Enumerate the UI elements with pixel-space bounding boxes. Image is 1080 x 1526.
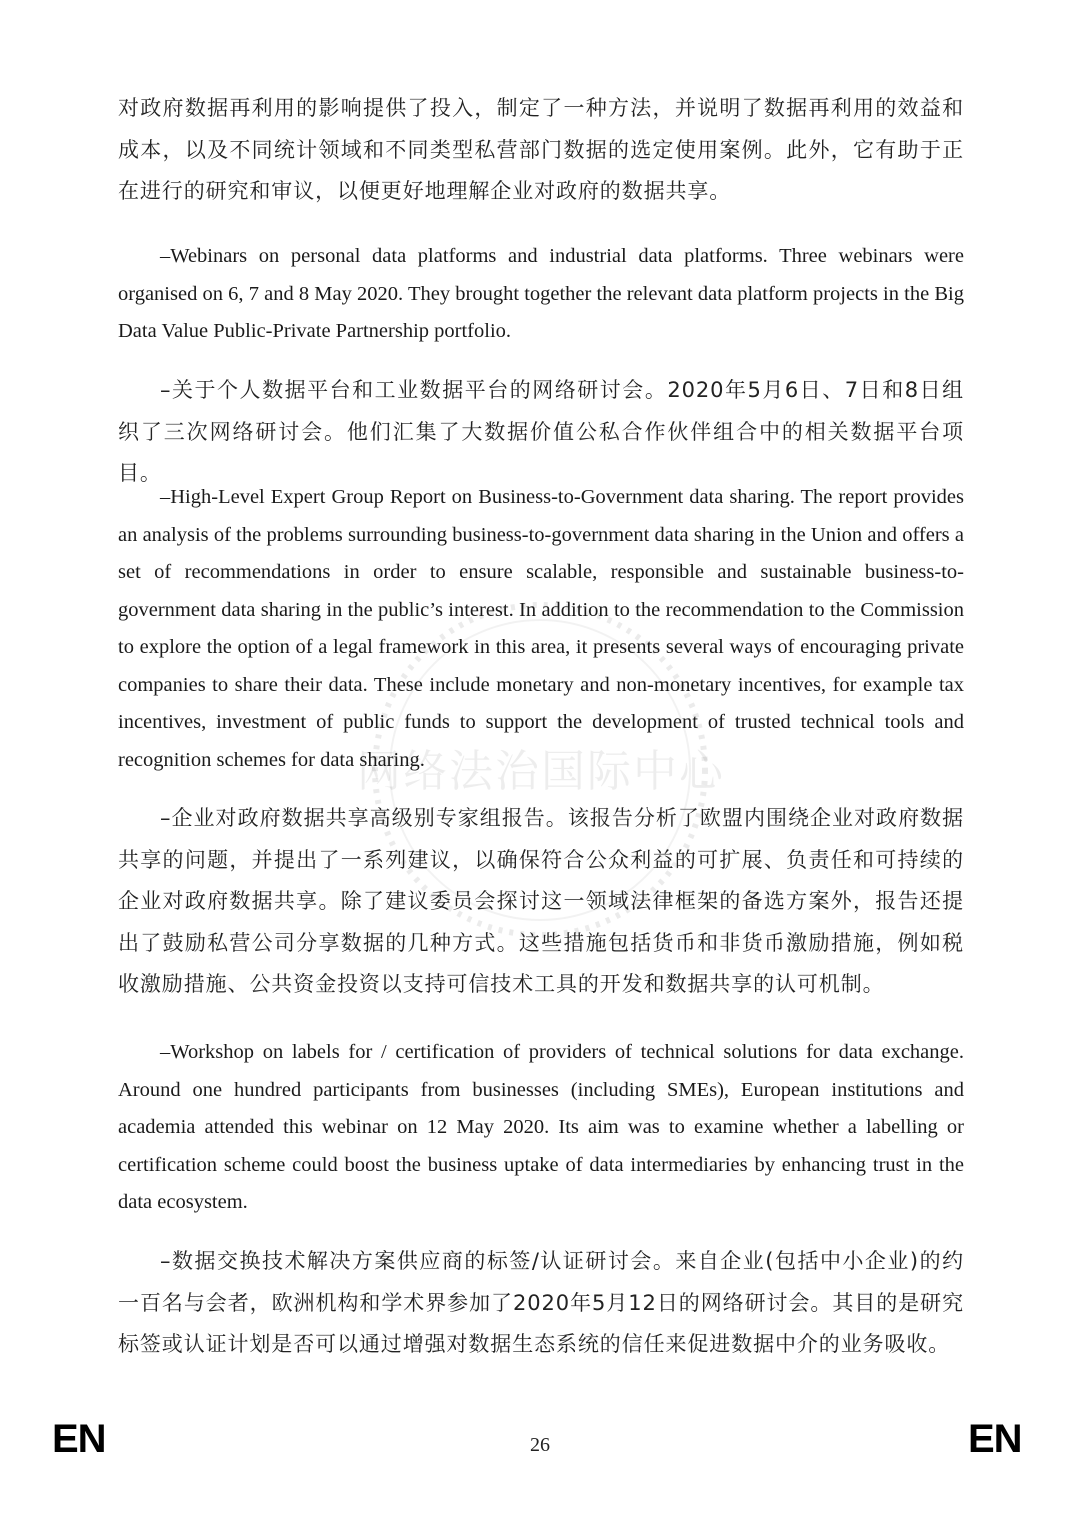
watermark-text: 网络法治国际中心 [357,746,725,797]
paragraph-en-workshop: –Workshop on labels for / certification of providers of technical solutions for data exchange. Around one hundred participants from businesses (including SMEs), European institutions and academia attended this webinar on 12 May 2020. Its aim was to examine whether a labelling or certification scheme could boost the business uptake of data intermediaries by enhancing trust in the data ecosystem. [118,1041,964,1213]
paragraph-zh-continuation: 对政府数据再利用的影响提供了投入，制定了一种方法，并说明了数据再利用的效益和成本，以及不同统计领域和不同类型私营部门数据的选定使用案例。此外，它有助于正在进行的研究和审议，以便更好地理解企业对政府的数据共享。 [118,96,964,203]
paragraph-en-expert-group-report: –High-Level Expert Group Report on Business-to-Government data sharing. The report provides an analysis of the problems surrounding business-to-government data sharing in the Union and offers a set of recommendations in order to ensure scalable, responsible and sustainable business-to-government data sharing in the public’s interest. In addition to the recommendation to the Commission to explore the option of a legal framework in this area, it presents several ways of encouraging private companies to share their data. These include monetary and non-monetary incentives, for example tax incentives, investment of public funds to support the development of trusted technical tools and recognition schemes for data sharing. [118,486,964,771]
footer-language-label-left: EN [52,1417,106,1461]
paragraph-zh-expert-group-report: –企业对政府数据共享高级别专家组报告。该报告分析了欧盟内围绕企业对政府数据共享的问题，并提出了一系列建议，以确保符合公众利益的可扩展、负责任和可持续的企业对政府数据共享。除了建议委员会探讨这一领域法律框架的备选方案外，报告还提出了鼓励私营公司分享数据的几种方式。这些措施包括货币和非货币激励措施，例如税收激励措施、公共资金投资以支持可信技术工具的开发和数据共享的认可机制。 [118,806,964,996]
paragraph-zh-webinars: –关于个人数据平台和工业数据平台的网络研讨会。2020年5月6日、7日和8日组织了三次网络研讨会。他们汇集了大数据价值公私合作伙伴组合中的相关数据平台项目。 [118,378,964,485]
paragraph-zh-workshop: –数据交换技术解决方案供应商的标签/认证研讨会。来自企业(包括中小企业)的约一百名与会者，欧洲机构和学术界参加了2020年5月12日的网络研讨会。其目的是研究标签或认证计划是否可以通过增强对数据生态系统的信任来促进数据中介的业务吸收。 [118,1249,964,1356]
footer-language-label-right: EN [968,1417,1022,1461]
paragraph-en-webinars: –Webinars on personal data platforms and industrial data platforms. Three webinars were organised on 6, 7 and 8 May 2020. They brought together the relevant data platform projects in the Big Data Value Public-Private Partnership portfolio. [118,245,964,342]
page-number: 26 [530,1434,550,1456]
